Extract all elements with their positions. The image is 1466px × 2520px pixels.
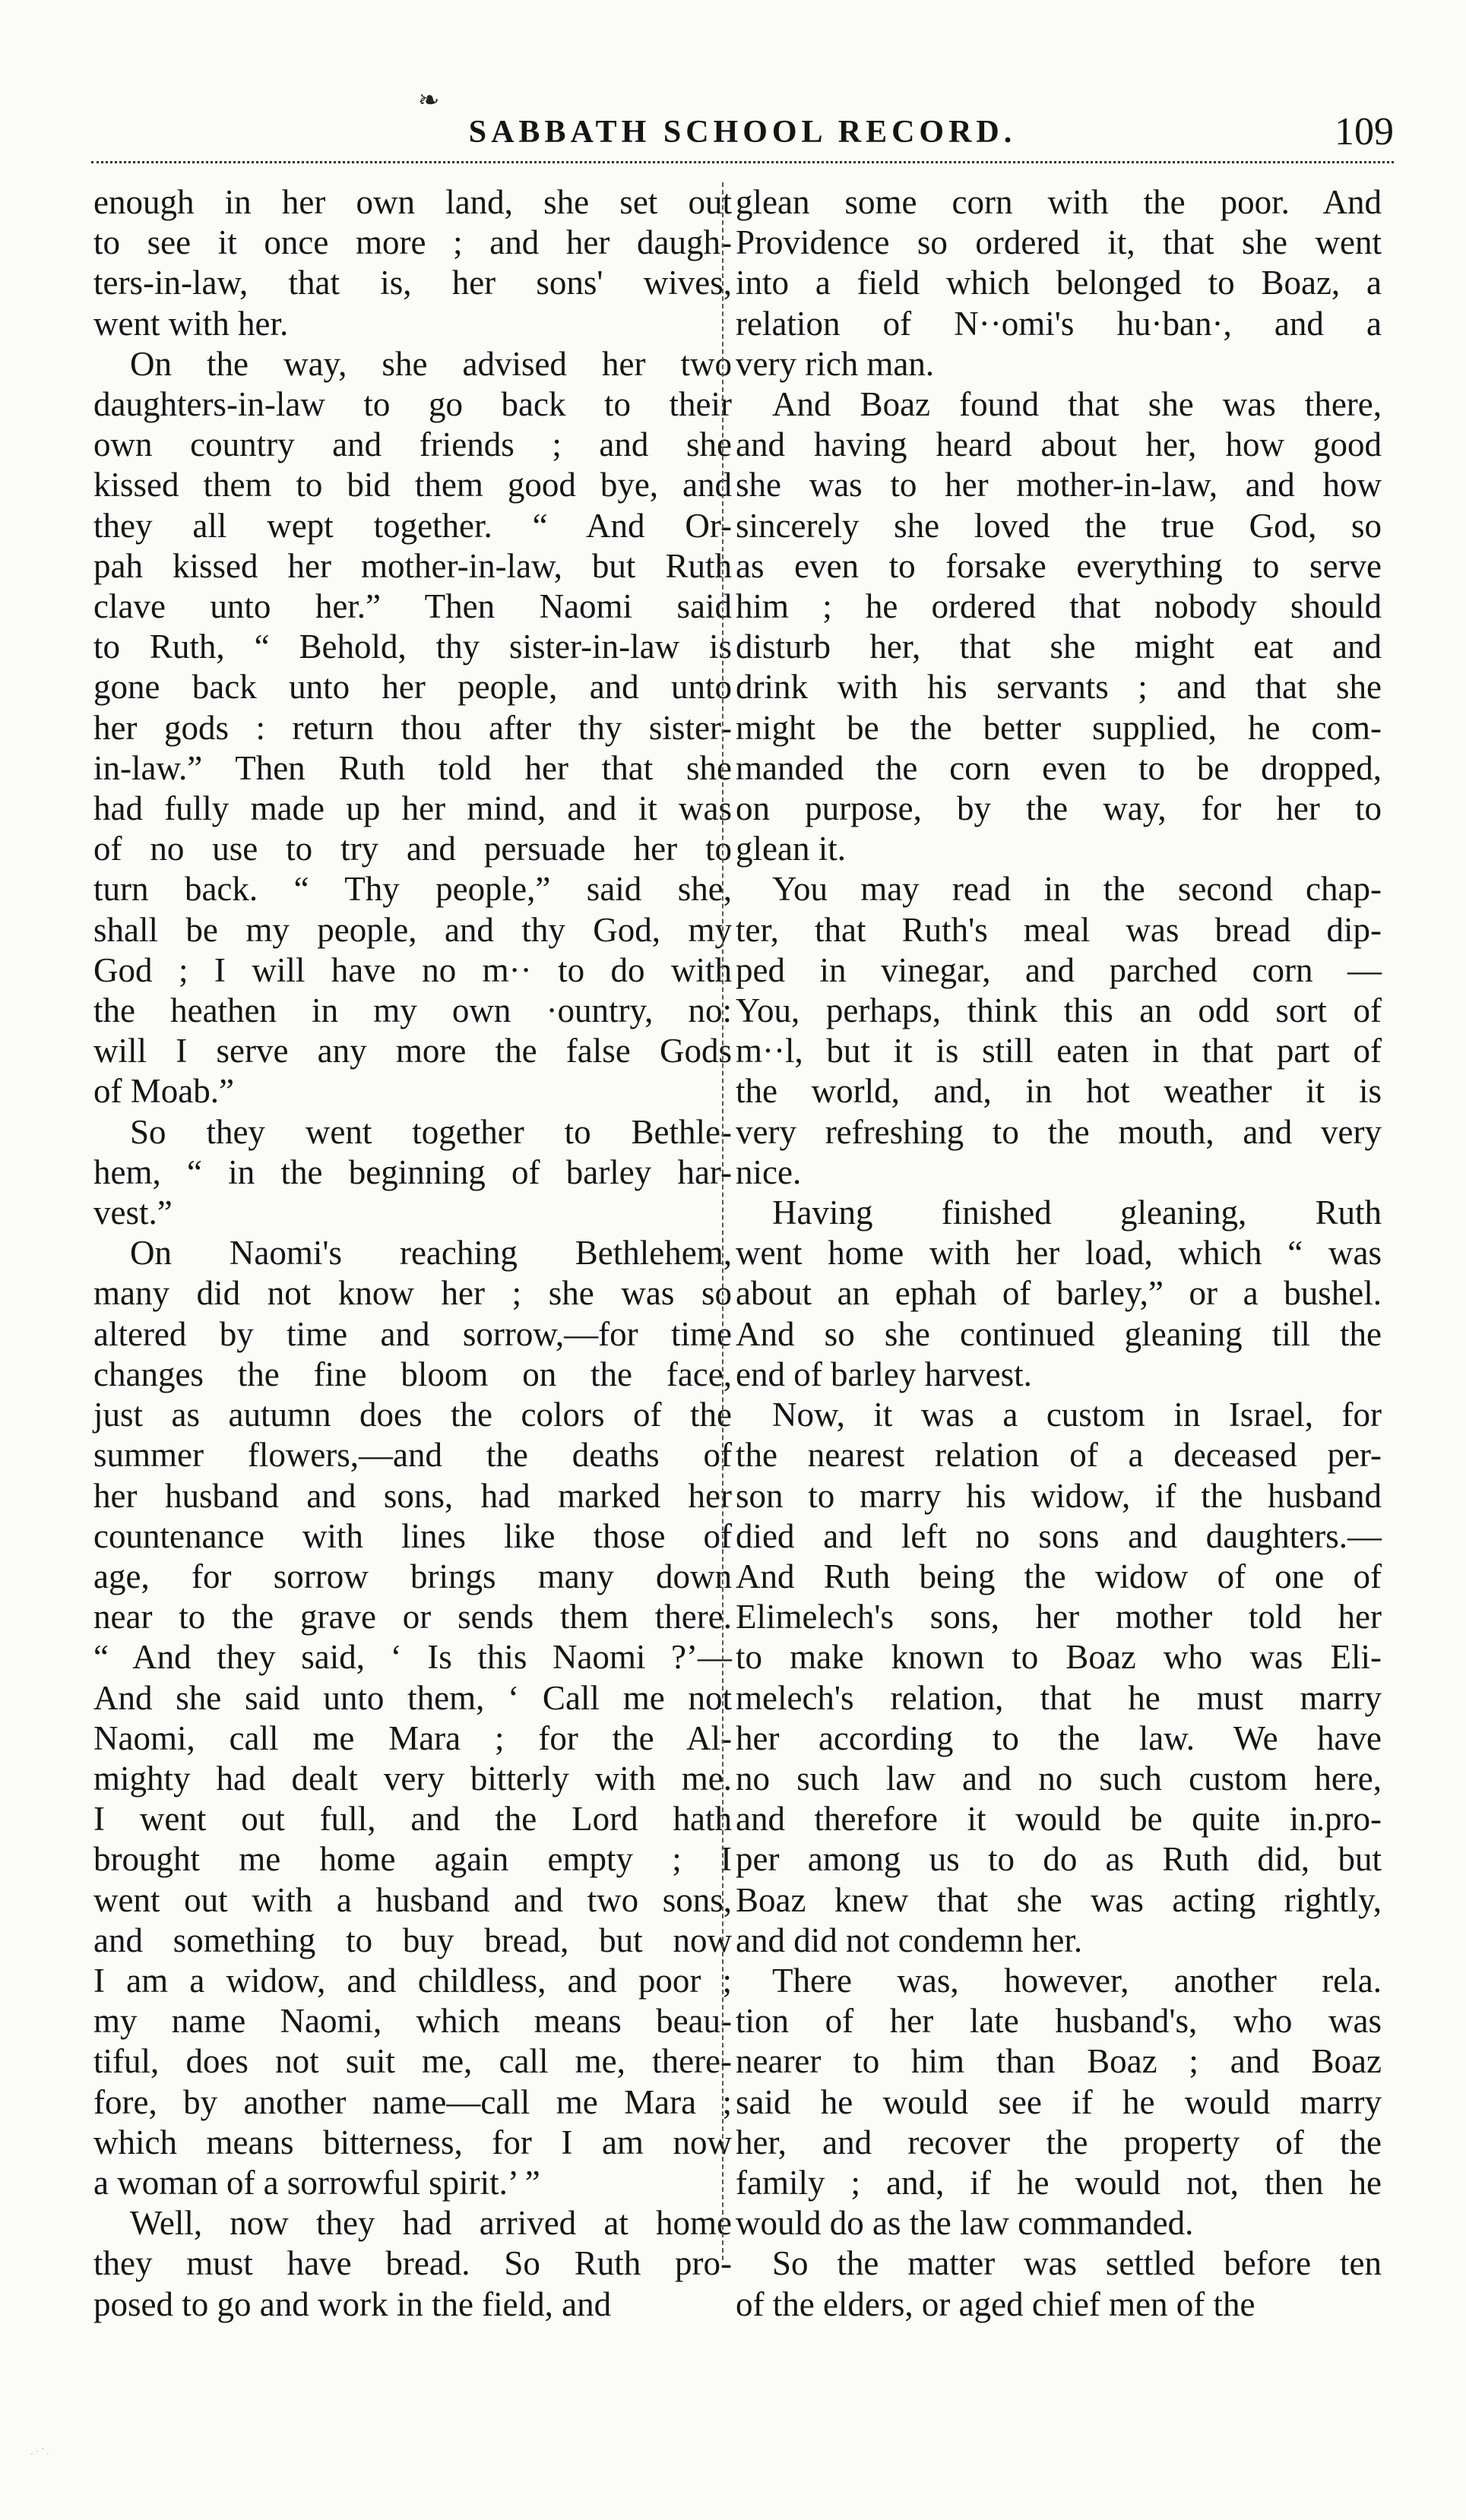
text-line: and did not condemn her. (736, 1921, 1083, 1959)
text-line: God ; I will have no m·· to do with (93, 950, 732, 989)
text-line: son to marry his widow, if the husband (736, 1476, 1382, 1515)
text-line: age, for sorrow brings many down (93, 1557, 732, 1595)
text-line: had fully made up her mind, and it was (93, 789, 732, 828)
text-line: of Moab.” (93, 1072, 234, 1111)
text-line: changes the fine bloom on the face, (93, 1355, 732, 1393)
paragraph (93, 2203, 732, 2325)
text-line: Well, now they had arrived at home (130, 2204, 732, 2243)
text-line: very rich man. (736, 344, 935, 383)
paragraph (93, 182, 732, 344)
paragraph (736, 182, 1382, 384)
text-line: And Ruth being the widow of one of (736, 1557, 1382, 1595)
text-line: ped in vinegar, and parched corn — (736, 950, 1382, 989)
paper-speck: . · ' . (30, 2446, 49, 2458)
text-line: just as autumn does the colors of the (93, 1396, 732, 1434)
text-line: countenance with lines like those of (93, 1516, 732, 1555)
text-line: glean some corn with the poor. And (736, 183, 1382, 221)
text-line: I am a widow, and childless, and poor ; (93, 1961, 732, 2000)
text-line: relation of N··omi's hu·ban·, and a (736, 304, 1382, 343)
text-line: my name Naomi, which means beau- (93, 2002, 732, 2041)
text-line: her, and recover the property of the (736, 2123, 1382, 2161)
page-number: 109 (1335, 110, 1394, 153)
text-line: Elimelech's sons, her mother told her (736, 1598, 1382, 1636)
text-line: a woman of a sorrowful spirit.’ ” (93, 2163, 540, 2202)
text-line: So they went together to Bethle- (130, 1112, 732, 1151)
text-line: to see it once more ; and her daugh- (93, 223, 732, 262)
text-line: So the matter was settled before ten (772, 2244, 1382, 2283)
text-line: brought me home again empty ; I (93, 1840, 732, 1879)
text-line: the nearest relation of a deceased per- (736, 1436, 1382, 1475)
paragraph (93, 344, 732, 1112)
text-line: went out with a husband and two sons, (93, 1880, 732, 1919)
paragraph (736, 869, 1382, 1193)
text-line: manded the corn even to be dropped, (736, 748, 1382, 787)
text-line: Now, it was a custom in Israel, for (772, 1396, 1382, 1434)
text-line: daughters-in-law to go back to their (93, 385, 732, 424)
text-line: summer flowers,—and the deaths of (93, 1436, 732, 1475)
text-line: hem, “ in the beginning of barley har- (93, 1152, 732, 1191)
paragraph (736, 2243, 1382, 2324)
text-line: her according to the law. We have (736, 1718, 1382, 1757)
text-line: pah kissed her mother-in-law, but Ruth (93, 546, 732, 585)
column-divider (722, 182, 724, 2260)
text-line: m··l, but it is still eaten in that part of (736, 1032, 1382, 1070)
text-line: own country and friends ; and she (93, 425, 732, 464)
text-line: drink with his servants ; and that she (736, 668, 1382, 707)
text-line: would do as the law commanded. (736, 2204, 1194, 2243)
text-line: ter, that Ruth's meal was bread dip- (736, 910, 1382, 949)
right-column (736, 182, 1382, 2325)
text-line: I went out full, and the Lord hath (93, 1800, 732, 1839)
text-line: might be the better supplied, he com- (736, 708, 1382, 747)
text-line: And so she continued gleaning till the (736, 1314, 1382, 1353)
text-line: as even to forsake everything to serve (736, 546, 1382, 585)
text-line: per among us to do as Ruth did, but (736, 1840, 1382, 1879)
text-line: and having heard about her, how good (736, 425, 1382, 464)
text-line: she was to her mother-in-law, and how (736, 466, 1382, 504)
text-line: nice. (736, 1152, 802, 1191)
text-line: to make known to Boaz who was Eli- (736, 1638, 1382, 1677)
text-line: the heathen in my own ·ountry, no: (93, 991, 732, 1030)
text-line: very refreshing to the mouth, and very (736, 1112, 1382, 1151)
text-line: nearer to him than Boaz ; and Boaz (736, 2042, 1382, 2081)
text-line: about an ephah of barley,” or a bushel. (736, 1274, 1382, 1313)
text-line: many did not know her ; she was so (93, 1274, 732, 1313)
text-line: went with her. (93, 304, 289, 343)
page-header (91, 87, 1394, 167)
printer-ornament: ❧ (418, 87, 440, 115)
text-line: enough in her own land, she set out (93, 183, 732, 221)
text-line: You, perhaps, think this an odd sort of (736, 991, 1382, 1030)
paragraph (736, 384, 1382, 869)
text-line: and something to buy bread, but now (93, 1921, 732, 1959)
text-line: her gods : return thou after thy sister- (93, 708, 732, 747)
text-line: him ; he ordered that nobody should (736, 587, 1382, 626)
text-line: no such law and no such custom here, (736, 1759, 1382, 1798)
text-line: the world, and, in hot weather it is (736, 1072, 1382, 1111)
text-line: turn back. “ Thy people,” said she, (93, 870, 732, 909)
text-line: “ And they said, ‘ Is this Naomi ?’— (93, 1638, 732, 1677)
text-line: which means bitterness, for I am now (93, 2123, 732, 2161)
text-line: died and left no sons and daughters.— (736, 1516, 1382, 1555)
text-line: On Naomi's reaching Bethlehem, (130, 1234, 732, 1273)
text-line: vest.” (93, 1194, 173, 1232)
text-line: There was, however, another rela. (772, 1961, 1382, 2000)
text-line: melech's relation, that he must marry (736, 1678, 1382, 1717)
text-line: of the elders, or aged chief men of the (736, 2284, 1255, 2323)
text-line: disturb her, that she might eat and (736, 628, 1382, 666)
text-line: they must have bread. So Ruth pro- (93, 2244, 732, 2283)
text-line: kissed them to bid them good bye, and (93, 466, 732, 504)
text-line: altered by time and sorrow,—for time (93, 1314, 732, 1353)
paragraph (736, 1961, 1382, 2243)
paragraph (93, 1233, 732, 2203)
text-line: Having finished gleaning, Ruth (772, 1194, 1382, 1232)
text-line: into a field which belonged to Boaz, a (736, 264, 1382, 302)
left-column (93, 182, 732, 2325)
text-line: On the way, she advised her two (130, 344, 732, 383)
text-line: of no use to try and persuade her to (93, 830, 732, 868)
text-line: shall be my people, and thy God, my (93, 910, 732, 949)
text-line: You may read in the second chap- (772, 870, 1382, 909)
text-line: they all wept together. “ And Or- (93, 506, 732, 545)
text-line: glean it. (736, 830, 846, 868)
paragraph (736, 1193, 1382, 1395)
text-line: tiful, does not suit me, call me, there- (93, 2042, 732, 2081)
text-line: Naomi, call me Mara ; for the Al- (93, 1718, 732, 1757)
text-line: her husband and sons, had marked her (93, 1476, 732, 1515)
text-line: went home with her load, which “ was (736, 1234, 1382, 1273)
text-line: said he would see if he would marry (736, 2082, 1382, 2121)
text-line: Boaz knew that she was acting rightly, (736, 1880, 1382, 1919)
text-line: on purpose, by the way, for her to (736, 789, 1382, 828)
text-line: And Boaz found that she was there, (772, 385, 1382, 424)
text-line: mighty had dealt very bitterly with me. (93, 1759, 732, 1798)
header-rule (91, 161, 1394, 163)
text-line: Providence so ordered it, that she went (736, 223, 1382, 262)
paragraph (93, 1112, 732, 1234)
text-line: fore, by another name—call me Mara ; (93, 2082, 732, 2121)
paragraph (736, 1395, 1382, 1961)
text-line: gone back unto her people, and unto (93, 668, 732, 707)
text-line: will I serve any more the false Gods (93, 1032, 732, 1070)
text-line: tion of her late husband's, who was (736, 2002, 1382, 2041)
text-line: ters-in-law, that is, her sons' wives, (93, 264, 732, 302)
text-line: And she said unto them, ‘ Call me not (93, 1678, 732, 1717)
text-line: posed to go and work in the field, and (93, 2284, 612, 2323)
text-line: sincerely she loved the true God, so (736, 506, 1382, 545)
text-line: end of barley harvest. (736, 1355, 1032, 1393)
text-line: and therefore it would be quite in.pro- (736, 1800, 1382, 1839)
text-line: to Ruth, “ Behold, thy sister-in-law is (93, 628, 732, 666)
text-line: in-law.” Then Ruth told her that she (93, 748, 732, 787)
text-line: clave unto her.” Then Naomi said (93, 587, 732, 626)
running-title: SABBATH SCHOOL RECORD. (468, 115, 1017, 150)
text-line: near to the grave or sends them there. (93, 1598, 732, 1636)
text-line: family ; and, if he would not, then he (736, 2163, 1382, 2202)
